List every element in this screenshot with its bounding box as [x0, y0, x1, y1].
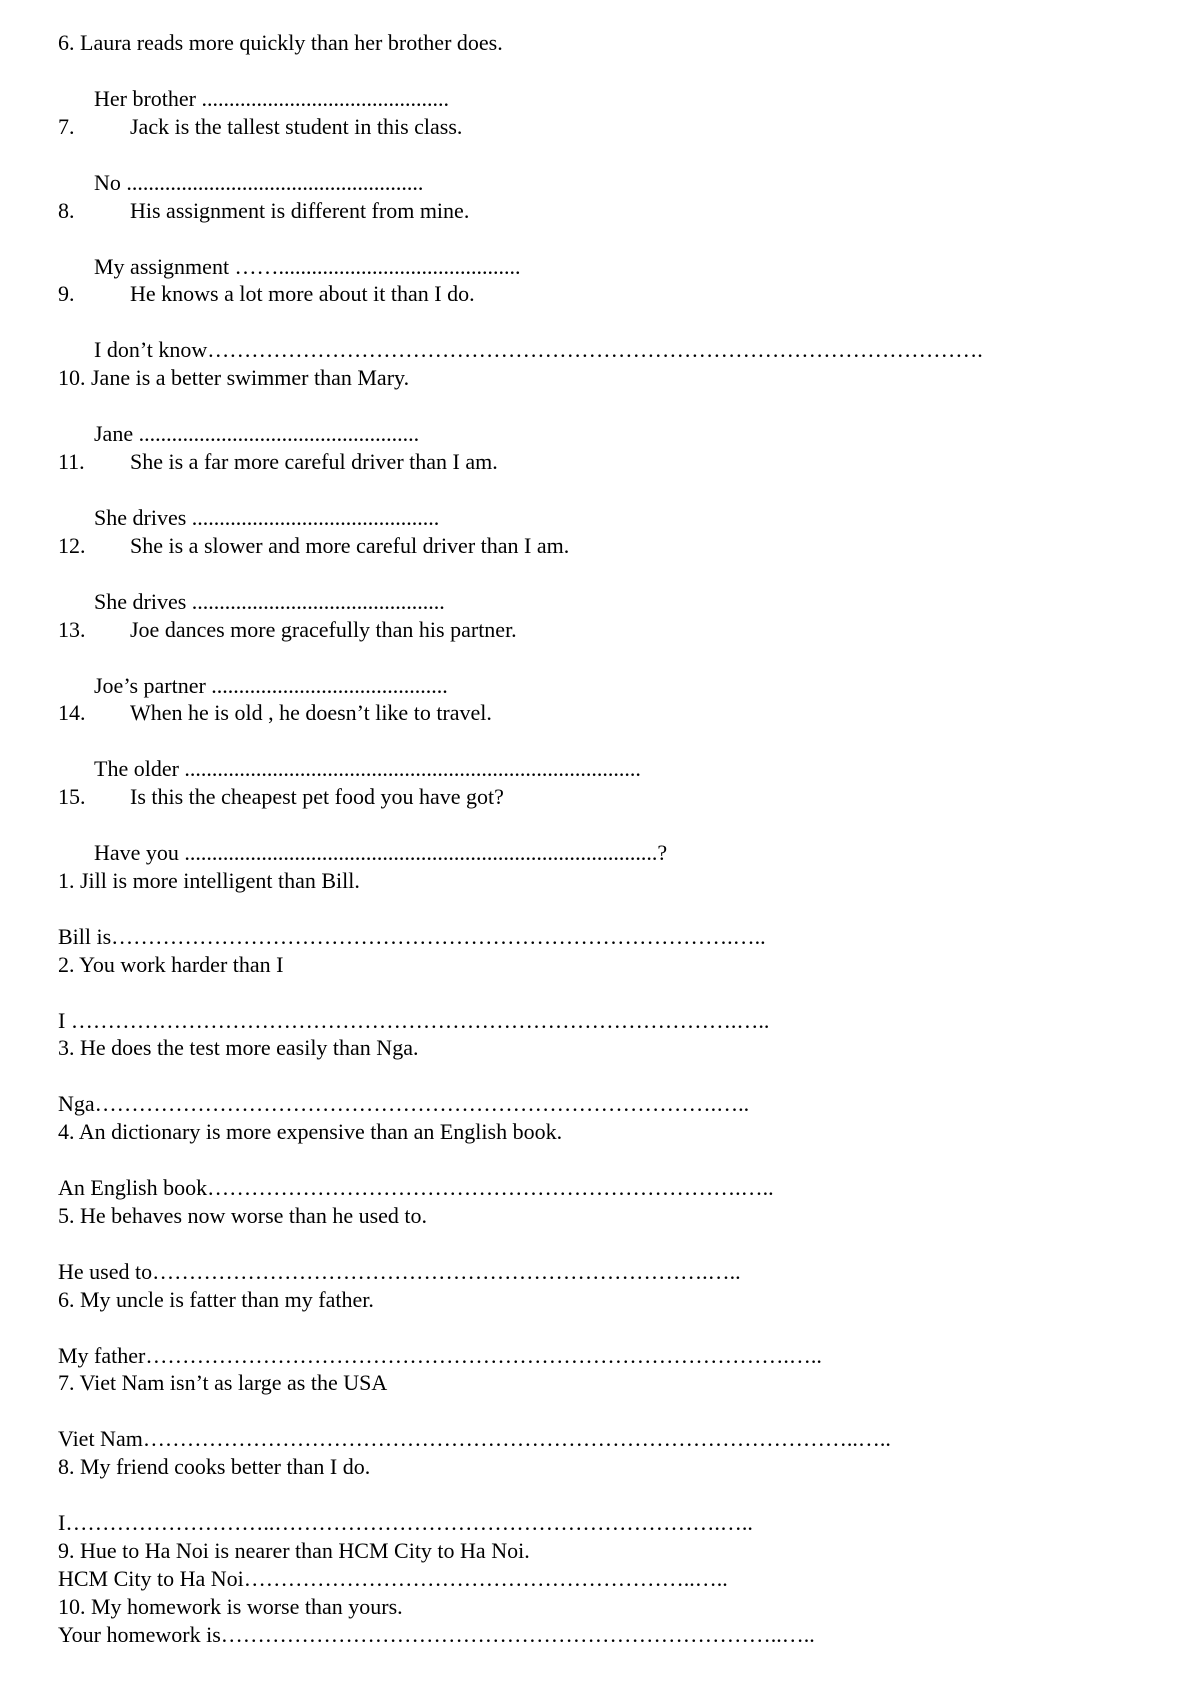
exercise-question: 3. He does the test more easily than Nga. [58, 1035, 419, 1060]
item-number: 9. [58, 281, 75, 306]
exercise-question: Joe dances more gracefully than his partner. [130, 617, 517, 642]
exercise-question: 9. Hue to Ha Noi is nearer than HCM City to Ha Noi. [58, 1538, 530, 1563]
exercise-question: 1. Jill is more intelligent than Bill. [58, 868, 360, 893]
exercise-question: Jack is the tallest student in this class. [130, 114, 463, 139]
item-number: 15. [58, 784, 86, 809]
exercise-answer-line: Your homework is…………………………………………………………………..….. [58, 1622, 815, 1647]
exercise-question: 5. He behaves now worse than he used to. [58, 1203, 428, 1228]
exercise-answer-line: No ...................................................... [94, 170, 424, 195]
exercise-question: 8. My friend cooks better than I do. [58, 1454, 371, 1479]
exercise-answer-line: I don’t know……………………………………………………………………………………………. [94, 337, 983, 362]
exercise-question: 2. You work harder than I [58, 952, 284, 977]
item-number: 7. [58, 114, 75, 139]
exercise-question: 4. An dictionary is more expensive than an English book. [58, 1119, 563, 1144]
exercise-answer-line: She drives ............................................. [94, 505, 440, 530]
item-number: 8. [58, 198, 75, 223]
exercise-answer-line: He used to………………………………………………………………….….. [58, 1259, 741, 1284]
exercise-answer-line: I………………………..…………………………………………………….….. [58, 1510, 753, 1535]
exercise-question: She is a far more careful driver than I am. [130, 449, 498, 474]
exercise-question: 7. Viet Nam isn’t as large as the USA [58, 1370, 388, 1395]
exercise-answer-line: Bill is………………………………………………………………………….….. [58, 924, 766, 949]
exercise-question: 6. Laura reads more quickly than her brother does. [58, 30, 503, 55]
exercise-question: His assignment is different from mine. [130, 198, 470, 223]
exercise-answer-line: An English book……………………………………………………………….….. [58, 1175, 774, 1200]
exercise-answer-line: My father…………………………………………………………………………….….. [58, 1343, 822, 1368]
exercise-question: He knows a lot more about it than I do. [130, 281, 475, 306]
exercise-question: 10. My homework is worse than yours. [58, 1594, 403, 1619]
exercise-answer-line: Viet Nam……………………………………………………………………………………..….. [58, 1426, 891, 1451]
exercise-question: Is this the cheapest pet food you have got? [130, 784, 504, 809]
exercise-answer-line: Her brother ............................................. [94, 86, 450, 111]
exercise-answer-line: HCM City to Ha Noi……………………………………………………..….. [58, 1566, 728, 1591]
exercise-answer-line: Nga………………………………………………………………………….….. [58, 1091, 750, 1116]
exercise-answer-line: I ……………………………………………………………………………….….. [58, 1008, 770, 1033]
item-number: 11. [58, 449, 85, 474]
exercise-answer-line: Have you ......................................................................................? [94, 840, 668, 865]
exercise-answer-line: The older ................................................................................... [94, 756, 641, 781]
item-number: 13. [58, 617, 86, 642]
exercise-answer-line: Joe’s partner ........................................... [94, 673, 448, 698]
exercise-question: When he is old , he doesn’t like to travel. [130, 700, 492, 725]
exercise-answer-line: She drives .............................................. [94, 589, 445, 614]
exercise-question: 6. My uncle is fatter than my father. [58, 1287, 374, 1312]
item-number: 14. [58, 700, 86, 725]
exercise-question: She is a slower and more careful driver than I am. [130, 533, 570, 558]
item-number: 12. [58, 533, 86, 558]
exercise-question: 10. Jane is a better swimmer than Mary. [58, 365, 410, 390]
exercise-answer-line: Jane ................................................... [94, 421, 420, 446]
exercise-answer-line: My assignment ……............................................ [94, 254, 521, 279]
